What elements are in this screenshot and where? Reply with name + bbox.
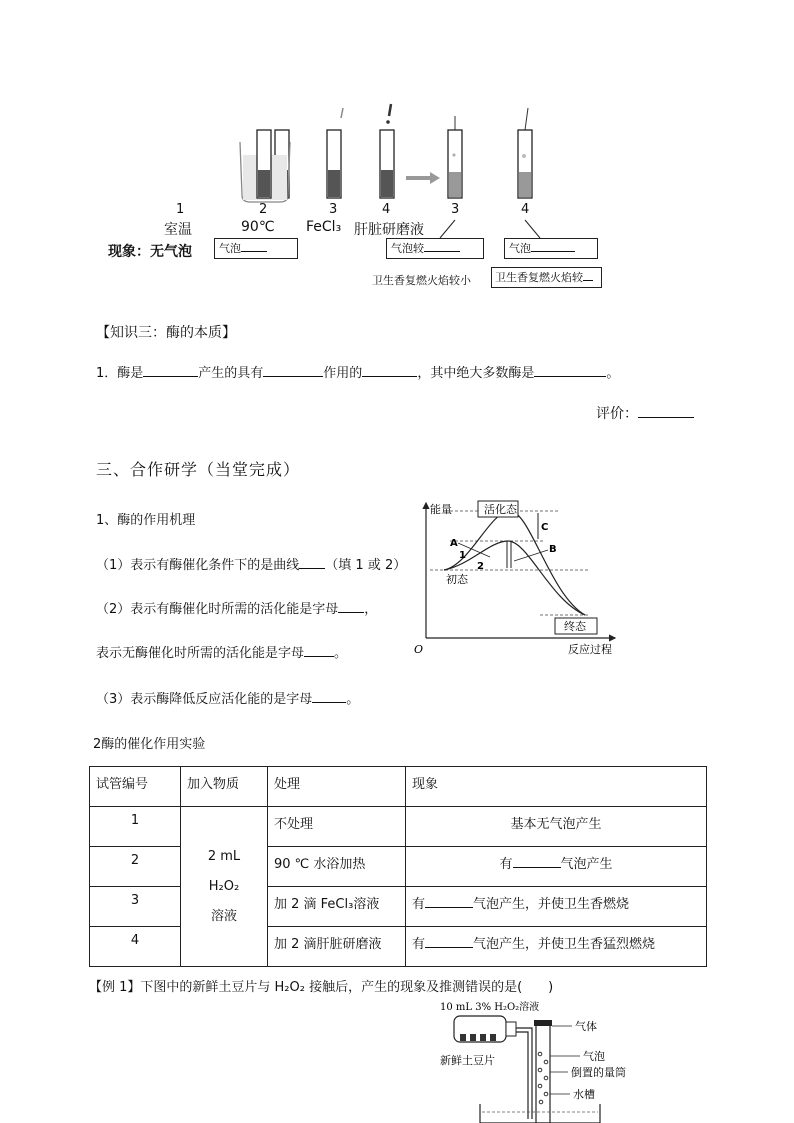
label-C: C bbox=[541, 522, 549, 533]
k3-q1-e: 。 bbox=[606, 366, 620, 381]
k3-evaluation bbox=[596, 403, 694, 423]
k3-q1-c: 作用的 bbox=[323, 366, 363, 381]
answer-box-1-text: 气泡 bbox=[219, 242, 241, 255]
tube-label-3: 3 bbox=[329, 202, 338, 217]
phenomenon-1: 基本无气泡产生 bbox=[406, 807, 707, 847]
label-B: B bbox=[549, 544, 557, 555]
blank[interactable] bbox=[425, 893, 473, 908]
blank[interactable] bbox=[263, 362, 323, 377]
mech-title: 1、酶的作用机理 bbox=[96, 513, 196, 528]
arrow-icon bbox=[406, 172, 440, 184]
energy-diagram bbox=[410, 495, 630, 660]
note-small-flame: 卫生香复燃火焰较小 bbox=[372, 274, 471, 287]
example1-question: 【例 1】下图中的新鲜土豆片与 H₂O₂ 接触后，产生的现象及推测错误的是( ) bbox=[89, 980, 554, 995]
blank[interactable] bbox=[143, 362, 198, 377]
blank[interactable] bbox=[534, 362, 606, 377]
phen4-b: 气泡产生，并使卫生香猛烈燃烧 bbox=[473, 937, 656, 952]
mech-q2b-text: 表示无酶催化时所需的活化能是字母 bbox=[96, 646, 305, 661]
blank[interactable] bbox=[338, 598, 364, 613]
note-box-text: 卫生香复燃火焰较 bbox=[495, 271, 583, 284]
phenomenon-4 bbox=[406, 927, 707, 967]
tube-label-3b: 3 bbox=[451, 202, 460, 217]
blank[interactable] bbox=[425, 933, 473, 948]
substance-line-2: H₂O₂ bbox=[208, 878, 240, 894]
blank[interactable] bbox=[362, 362, 417, 377]
test-tube-figure bbox=[100, 100, 630, 295]
substance-line-1: 2 mL bbox=[207, 848, 241, 864]
potato-label: 新鲜土豆片 bbox=[440, 1054, 495, 1067]
mech-q1-text: （1）表示有酶催化条件下的是曲线 bbox=[96, 558, 300, 573]
answer-box-2-text: 气泡较 bbox=[391, 242, 424, 255]
answer-box-3-text: 气泡 bbox=[509, 242, 531, 255]
tube-label-4b: 4 bbox=[521, 202, 530, 217]
treatment-1: 不处理 bbox=[268, 807, 406, 847]
mech-q3-tail: 。 bbox=[346, 692, 360, 707]
tube-label-2: 2 bbox=[259, 202, 268, 217]
tube-no-1: 1 bbox=[90, 807, 181, 847]
answer-box-2 bbox=[386, 238, 484, 259]
substance-line-3: 溶液 bbox=[210, 908, 237, 924]
tube-label-4: 4 bbox=[382, 202, 391, 217]
gas-label: 气体 bbox=[575, 1020, 597, 1033]
experiment-table bbox=[89, 766, 707, 967]
tube-no-4: 4 bbox=[90, 927, 181, 967]
phenomenon-2 bbox=[406, 847, 707, 887]
table-header-row bbox=[90, 767, 707, 807]
phen4-a: 有 bbox=[412, 937, 426, 952]
mech-q2 bbox=[96, 598, 377, 617]
tube-3-result bbox=[448, 116, 462, 198]
origin-label: O bbox=[414, 643, 424, 656]
answer-box-3 bbox=[504, 238, 598, 259]
cond-90c: 90℃ bbox=[241, 219, 275, 235]
mech-q2b-tail: 。 bbox=[334, 646, 348, 661]
k3-q1-d: ，其中绝大多数酶是 bbox=[417, 366, 535, 381]
tank-label: 水槽 bbox=[573, 1088, 595, 1101]
k3-q1-b: 产生的具有 bbox=[198, 366, 264, 381]
curve-1-label: 1 bbox=[459, 550, 466, 561]
tube-4-result bbox=[518, 108, 532, 198]
bubble-label: 气泡 bbox=[583, 1050, 605, 1063]
eval-blank[interactable] bbox=[638, 403, 694, 418]
tube-no-2: 2 bbox=[90, 847, 181, 887]
y-axis-label: 能量 bbox=[430, 503, 452, 516]
blank[interactable] bbox=[513, 853, 561, 868]
initial-state-label: 初态 bbox=[446, 573, 468, 586]
treatment-3: 加 2 滴 FeCl₃溶液 bbox=[268, 887, 406, 927]
blank[interactable] bbox=[304, 642, 334, 657]
bottle-label: 10 mL 3% H₂O₂溶液 bbox=[440, 1002, 540, 1013]
mech-q2-text: （2）表示有酶催化时所需的活化能是字母 bbox=[96, 602, 339, 617]
label-A: A bbox=[450, 538, 458, 549]
note-box bbox=[491, 267, 602, 288]
k3-q1-a: 1．酶是 bbox=[96, 366, 144, 381]
k3-heading: 【知识三：酶的本质】 bbox=[96, 325, 236, 341]
blank[interactable] bbox=[312, 688, 346, 703]
header-phenomenon: 现象 bbox=[406, 767, 707, 807]
potato-apparatus-figure bbox=[420, 994, 650, 1123]
table-row bbox=[90, 807, 707, 847]
phen3-a: 有 bbox=[412, 897, 426, 912]
section3-title: 三、合作研学（当堂完成） bbox=[96, 460, 301, 479]
cond-fecl3: FeCl₃ bbox=[306, 219, 342, 235]
tube-label-1: 1 bbox=[176, 202, 185, 217]
mech-q3 bbox=[96, 688, 359, 707]
header-treatment: 处理 bbox=[268, 767, 406, 807]
mech-q3-text: （3）表示酶降低反应活化能的是字母 bbox=[96, 692, 313, 707]
answer-box-1 bbox=[214, 238, 298, 259]
mech-q1 bbox=[96, 554, 406, 573]
curve-2-label: 2 bbox=[477, 561, 484, 572]
substance-cell bbox=[181, 807, 268, 967]
phenomenon-label: 现象：无气泡 bbox=[108, 244, 192, 260]
phen2-b: 气泡产生 bbox=[560, 857, 613, 872]
active-state-label: 活化态 bbox=[484, 503, 517, 516]
eval-label: 评价： bbox=[596, 406, 638, 422]
header-substance: 加入物质 bbox=[181, 767, 268, 807]
phenomenon-3 bbox=[406, 887, 707, 927]
mech-q2-tail: ， bbox=[364, 602, 378, 617]
header-tube-no: 试管编号 bbox=[90, 767, 181, 807]
k3-question-1 bbox=[96, 362, 619, 381]
treatment-2: 90 ℃ 水浴加热 bbox=[268, 847, 406, 887]
mech-q1-tail: （填 1 或 2） bbox=[325, 558, 407, 573]
cylinder-label: 倒置的量筒 bbox=[571, 1066, 626, 1079]
mech-q2b bbox=[96, 642, 347, 661]
treatment-4: 加 2 滴肝脏研磨液 bbox=[268, 927, 406, 967]
final-state-label: 终态 bbox=[564, 620, 586, 633]
blank[interactable] bbox=[299, 554, 325, 569]
exp2-title: 2酶的催化作用实验 bbox=[93, 737, 206, 752]
x-axis-label: 反应过程 bbox=[568, 643, 612, 656]
phen2-a: 有 bbox=[499, 857, 513, 872]
cond-liver: 肝脏研磨液 bbox=[354, 222, 424, 238]
tube-no-3: 3 bbox=[90, 887, 181, 927]
cond-room-temp: 室温 bbox=[164, 222, 192, 238]
tube-3 bbox=[327, 108, 343, 198]
tube-4 bbox=[380, 104, 394, 198]
phen3-b: 气泡产生，并使卫生香燃烧 bbox=[473, 897, 630, 912]
